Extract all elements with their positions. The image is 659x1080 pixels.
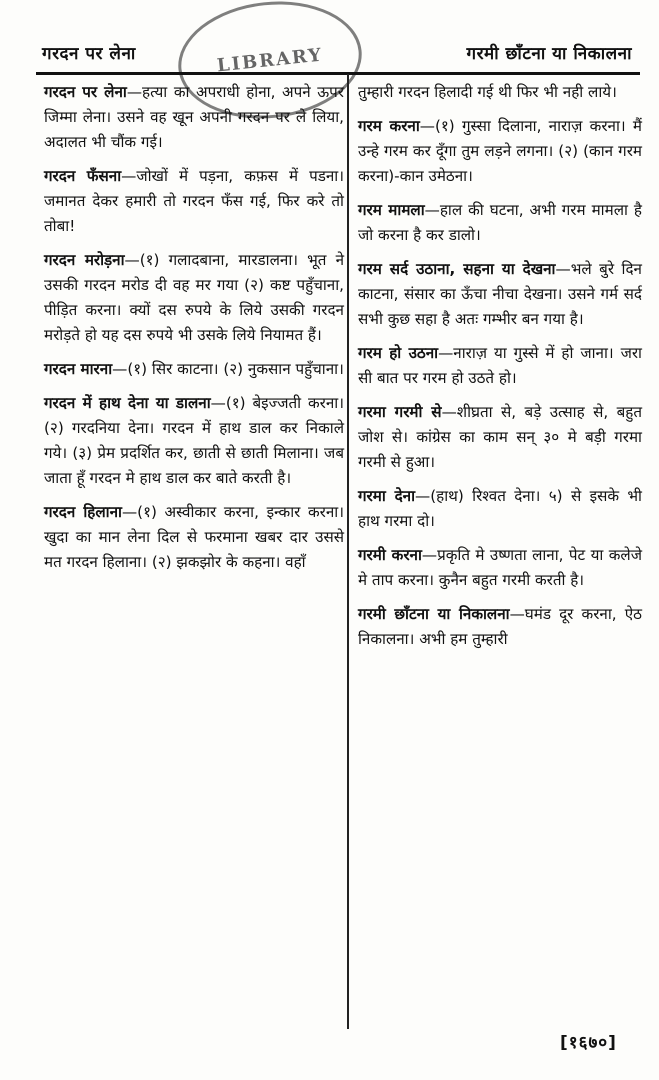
entry-definition: —जोखों में पड़ना, कफ़स में पडना। जमानत देकर हमारी तो गरदन फँस गई, फिर करे तो तोबा! (44, 167, 344, 235)
entry-definition: —(१) गुस्सा दिलाना, नाराज़ करना। मैं उन्हे गरम कर दूँगा तुम लड़ने लगना। (२) (कान गरम करना)-कान उमेठना। (358, 117, 642, 185)
entry-term: गरदन हिलाना (44, 503, 122, 521)
entry-term: गरम हो उठना (358, 344, 439, 362)
header-right-guideword: गरमी छाँटना या निकालना (466, 43, 632, 64)
dictionary-entry (44, 357, 344, 382)
entry-term: गरम करना (358, 117, 420, 135)
dictionary-entry (358, 400, 642, 475)
dictionary-entry (44, 80, 344, 155)
header-rule (36, 72, 640, 75)
dictionary-entry (358, 543, 642, 593)
entry-definition: —शीघ्रता से, बड़े उत्साह से, बहुत जोश से। कांग्रेस का काम सन् ३० मे बड़ी गरमा गरमी से हुआ। (358, 403, 642, 471)
entry-definition: —(हाथ) रिश्वत देना। ५) से इसके भी हाथ गरमा दो। (358, 487, 642, 530)
entry-term: गरम मामला (358, 201, 425, 219)
entry-term: गरदन मरोड़ना (44, 251, 125, 269)
entry-term: गरम सर्द उठाना, सहना या देखना (358, 260, 556, 278)
entry-definition: —भले बुरे दिन काटना, संसार का ऊँचा नीचा देखना। उसने गर्म सर्द सभी कुछ सहा है अतः गम्भीर बन गया है। (358, 260, 642, 328)
right-column (358, 80, 642, 661)
entry-term: गरमी करना (358, 546, 422, 564)
entry-term: गरदन मारना (44, 360, 113, 378)
entry-term: गरदन पर लेना (44, 83, 127, 101)
dictionary-entry (358, 114, 642, 189)
left-column (44, 80, 344, 584)
entry-definition: —(१) बेइज्जती करना। (२) गरदनिया देना। गरदन में हाथ डाल कर निकाले गये। (३) प्रेम प्रदर्शित कर, छाती से छाती मिलाना। जब जाता हूँ गरदन मे हाथ डाल कर बाते करती है। (44, 394, 344, 487)
entry-definition: —(१) गलादबाना, मारडालना। भूत ने उसकी गरदन मरोड दी वह मर गया (२) कष्ट पहुँचाना, पीड़ित करना। क्यों दस रुपये के लिये उसकी गरदन मरोड़ते हो यह दस रुपये भी उसके लिये नियामत हैं। (44, 251, 344, 344)
dictionary-entry (44, 164, 344, 239)
dictionary-entry (358, 602, 642, 652)
dictionary-entry (358, 341, 642, 391)
dictionary-entry (44, 248, 344, 348)
entry-term: गरमा देना (358, 487, 416, 505)
dictionary-entry (44, 391, 344, 491)
entry-definition: —प्रकृति मे उष्णता लाना, पेट या कलेजे मे ताप करना। कुनैन बहुत गरमी करती है। (358, 546, 642, 589)
dictionary-entry (358, 257, 642, 332)
entry-definition: —नाराज़ या गुस्से में हो जाना। जरा सी बात पर गरम हो उठते हो। (358, 344, 642, 387)
running-header (36, 34, 636, 70)
stamp-text: LIBRARY (215, 43, 325, 77)
dictionary-entry (44, 500, 344, 575)
dictionary-entry (358, 198, 642, 248)
entry-term: गरमा गरमी से (358, 403, 442, 421)
entry-definition: —घमंड दूर करना, ऐठ निकालना। अभी हम तुम्हारी (358, 605, 642, 648)
entry-term: गरदन फँसना (44, 167, 122, 185)
entry-definition: तुम्हारी गरदन हिलादी गई थी फिर भी नही लाये। (358, 83, 617, 101)
column-divider (347, 74, 349, 1029)
dictionary-entry (358, 484, 642, 534)
dictionary-entry-continued (358, 80, 642, 105)
entry-definition: —हत्या का अपराधी होना, अपने ऊपर जिम्मा लेना। उसने वह खून अपनी गरदन पर ले लिया, अदालत भी चौंक गई। (44, 83, 344, 151)
header-left-guideword: गरदन पर लेना (42, 43, 136, 64)
page-number: [१६७०] (560, 1033, 617, 1053)
entry-term: गरदन में हाथ देना या डालना (44, 394, 211, 412)
entry-definition: —(१) अस्वीकार करना, इन्कार करना। खुदा का मान लेना दिल से फरमाना खबर दार उससे मत गरदन हिलाना। (२) झकझोर के कहना। वहाँ (44, 503, 344, 571)
entry-definition: —(१) सिर काटना। (२) नुकसान पहुँचाना। (112, 360, 344, 378)
entry-definition: —हाल की घटना, अभी गरम मामला है जो करना है कर डालो। (358, 201, 642, 244)
entry-term: गरमी छाँटना या निकालना (358, 605, 510, 623)
